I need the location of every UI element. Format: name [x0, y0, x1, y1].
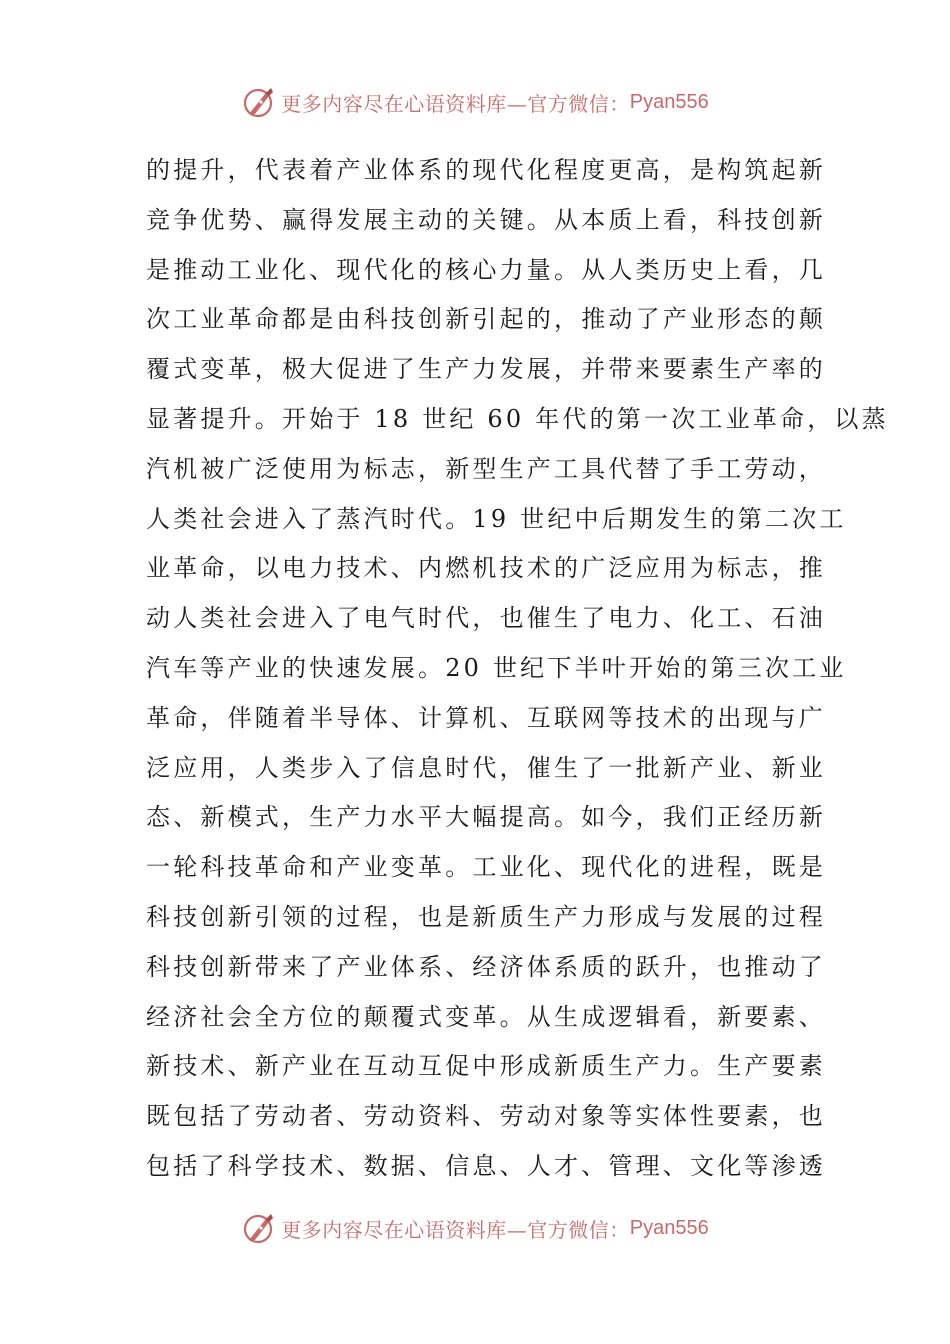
body-line: 革命，伴随着半导体、计算机、互联网等技术的出现与广: [146, 703, 826, 732]
body-line: 人类社会进入了蒸汽时代。19 世纪中后期发生的第二次工: [146, 504, 847, 533]
body-line: 竞争优势、赢得发展主动的关键。从本质上看，科技创新: [146, 205, 826, 234]
body-line: 动人类社会进入了电气时代，也催生了电力、化工、石油: [146, 604, 826, 633]
body-line: 业革命，以电力技术、内燃机技术的广泛应用为标志，推: [146, 554, 826, 583]
body-line: 汽机被广泛使用为标志，新型生产工具代替了手工劳动，: [146, 454, 826, 483]
body-line: 既包括了劳动者、劳动资料、劳动对象等实体性要素，也: [146, 1102, 826, 1131]
body-line: 包括了科学技术、数据、信息、人才、管理、文化等渗透: [146, 1151, 826, 1180]
body-line: 是推动工业化、现代化的核心力量。从人类历史上看，几: [146, 255, 826, 284]
body-line: 态、新模式，生产力水平大幅提高。如今，我们正经历新: [146, 803, 826, 832]
body-line: 一轮科技革命和产业变革。工业化、现代化的进程，既是: [146, 853, 826, 882]
footer-banner: [0, 1208, 950, 1248]
body-line: 覆式变革，极大促进了生产力发展，并带来要素生产率的: [146, 355, 826, 384]
body-line: 汽车等产业的快速发展。20 世纪下半叶开始的第三次工业: [146, 653, 847, 682]
body-line: 新技术、新产业在互动互促中形成新质生产力。生产要素: [146, 1052, 826, 1081]
footer-banner-handle: Pyan556: [629, 1216, 709, 1239]
footer-banner-text: 更多内容尽在心语资料库—官方微信：: [281, 1217, 630, 1242]
body-line: 科技创新带来了产业体系、经济体系质的跃升，也推动了: [146, 952, 826, 981]
body-line: 科技创新引领的过程，也是新质生产力形成与发展的过程: [146, 902, 826, 931]
header-banner-handle: Pyan556: [629, 90, 709, 113]
header-banner: [0, 82, 950, 122]
body-line: 次工业革命都是由科技创新引起的，推动了产业形态的颠: [146, 305, 826, 334]
body-line: 显著提升。开始于 18 世纪 60 年代的第一次工业革命，以蒸: [146, 404, 889, 433]
body-text: [146, 146, 889, 1192]
pen-nib-logo-icon: [241, 84, 277, 120]
body-line: 泛应用，人类步入了信息时代，催生了一批新产业、新业: [146, 753, 826, 782]
body-line: 经济社会全方位的颠覆式变革。从生成逻辑看，新要素、: [146, 1002, 826, 1031]
body-line: 的提升，代表着产业体系的现代化程度更高，是构筑起新: [146, 156, 826, 184]
header-banner-text: 更多内容尽在心语资料库—官方微信：: [281, 91, 630, 116]
pen-nib-logo-icon: [241, 1210, 277, 1246]
